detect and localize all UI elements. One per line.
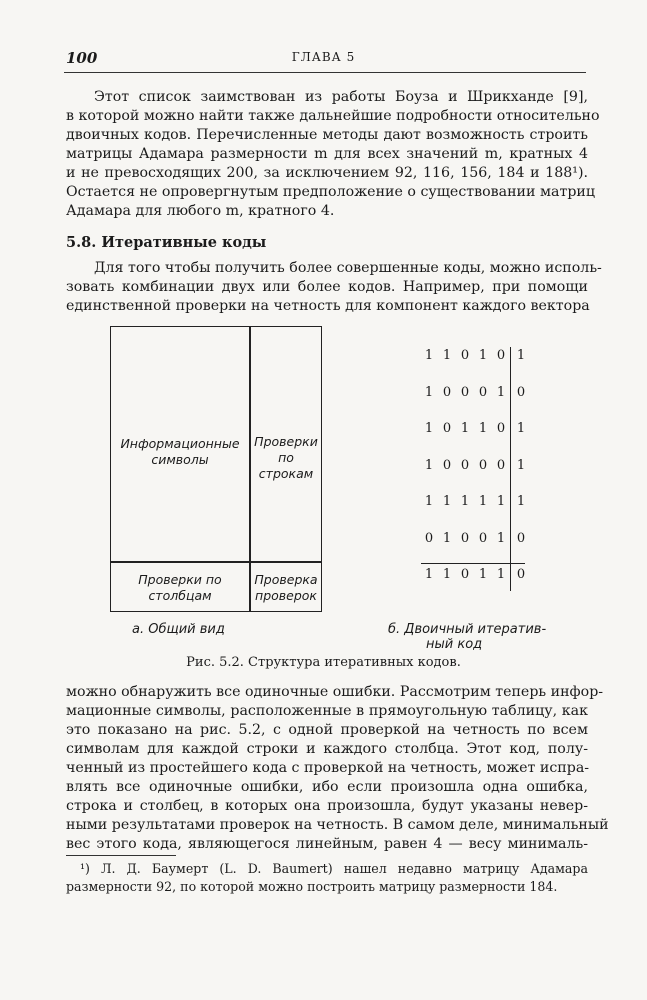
matrix-cell: 1 [442,348,452,363]
matrix-cell: 1 [516,494,526,509]
matrix-cell: 0 [478,530,488,546]
matrix-cell: 1 [478,567,488,582]
text-line: матрицы Адамара размерности m для всех значений m, кратных 4 [66,146,588,162]
matrix-cell: 0 [496,348,506,363]
matrix-cell: 1 [478,494,488,509]
footnote-line: размерности 92, по которой можно построить матрицу размерности 184. [66,879,558,894]
paragraph-1 [66,88,600,221]
matrix-cell: 0 [478,384,488,400]
text-line: Адамара для любого m, кратного 4. [66,203,335,219]
matrix-cell: 1 [424,421,434,436]
text-line: мационные символы, расположенные в прямоугольную таблицу, как [66,703,588,719]
text-line: Остается не опровергнутым предположение о существовании матриц [66,184,595,200]
matrix-cell: 1 [442,567,452,582]
matrix-cell: 1 [460,421,470,436]
text-line: двоичных кодов. Перечисленные методы дают возможность строить [66,127,588,143]
matrix-cell: 0 [516,567,526,582]
matrix-cell: 1 [460,494,470,509]
matrix-cell: 1 [478,421,488,436]
matrix-cell: 0 [424,530,434,546]
text-line: можно обнаружить все одиночные ошибки. Рассмотрим теперь инфор- [66,684,604,700]
matrix-divider-horizontal [421,563,525,564]
matrix-cell: 0 [460,567,470,582]
matrix-cell: 0 [516,384,526,400]
matrix-cell: 0 [442,421,452,436]
matrix-cell: 1 [516,457,526,473]
matrix-cell: 1 [516,421,526,436]
matrix-cell: 0 [516,530,526,546]
text-line: влять все одиночные ошибки, ибо если произошла одна ошибка, [66,779,588,795]
matrix-cell: 1 [496,530,506,546]
page-number: 100 [66,49,98,67]
matrix-cell: 1 [478,348,488,363]
matrix-divider-vertical [510,347,511,591]
text-line: строка и столбец, в которых она произошла, будут указаны невер- [66,798,588,814]
matrix-cell: 1 [442,494,452,509]
matrix-cell: 0 [460,348,470,363]
matrix-cell: 1 [424,384,434,400]
matrix-cell: 1 [496,567,506,582]
info-symbols-label: Информационные символы [120,436,240,467]
matrix-cell: 0 [478,457,488,473]
text-line: ченный из простейшего кода с проверкой на четность, может испра- [66,760,590,776]
check-of-checks-label: Проверка проверок [254,572,318,603]
text-line: Этот список заимствован из работы Боуза и Шрикханде [9], [94,89,588,105]
matrix-cell: 0 [460,530,470,546]
matrix-cell: 0 [460,457,470,473]
figure-caption: Рис. 5.2. Структура итеративных кодов. [186,655,461,670]
matrix-cell: 0 [496,457,506,473]
matrix-cell: 1 [516,348,526,363]
matrix-cell: 1 [424,567,434,582]
paragraph-2 [66,259,602,316]
text-line: символам для каждой строки и каждого столбца. Этот код, полу- [66,741,588,757]
col-checks-label: Проверки по столбцам [138,572,222,603]
matrix-cell: 0 [496,421,506,436]
footnote-rule [66,855,176,856]
matrix-cell: 0 [460,384,470,400]
section-heading: 5.8. Итеративные коды [66,234,267,251]
subcaption-b: б. Двоичный итератив- ный код [388,622,547,652]
matrix-cell: 1 [424,494,434,509]
text-line: это показано на рис. 5.2, с одной проверкой на четность по всем [66,722,588,738]
row-checks-label: Проверки по строкам [254,434,318,481]
text-line: вес этого кода, являющегося линейным, равен 4 — весу минималь- [66,836,588,852]
footnote [66,860,588,896]
subcaption-a: а. Общий вид [132,622,225,637]
paragraph-3 [66,683,609,854]
text-line: единственной проверки на четность для компонент каждого вектора [66,298,590,314]
matrix-cell: 1 [424,457,434,473]
matrix-cell: 0 [442,384,452,400]
matrix-cell: 1 [496,384,506,400]
figure-a-divider-horizontal [110,561,322,563]
footnote-line: ¹) Л. Д. Баумерт (L. D. Baumert) нашел недавно матрицу Адамара [80,861,588,876]
matrix-cell: 1 [496,494,506,509]
matrix-cell: 1 [442,530,452,546]
text-line: и не превосходящих 200, за исключением 92, 116, 156, 184 и 188¹). [66,165,588,181]
text-line: зовать комбинации двух или более кодов. Например, при помощи [66,279,588,295]
matrix-cell: 0 [442,457,452,473]
text-line: Для того чтобы получить более совершенные коды, можно исполь- [94,260,602,276]
text-line: в которой можно найти также дальнейшие подробности относительно [66,108,600,124]
matrix-cell: 1 [424,348,434,363]
header-rule [64,72,586,73]
text-line: ными результатами проверок на четность. В самом деле, минимальный [66,817,609,833]
running-head: ГЛАВА 5 [291,50,356,64]
